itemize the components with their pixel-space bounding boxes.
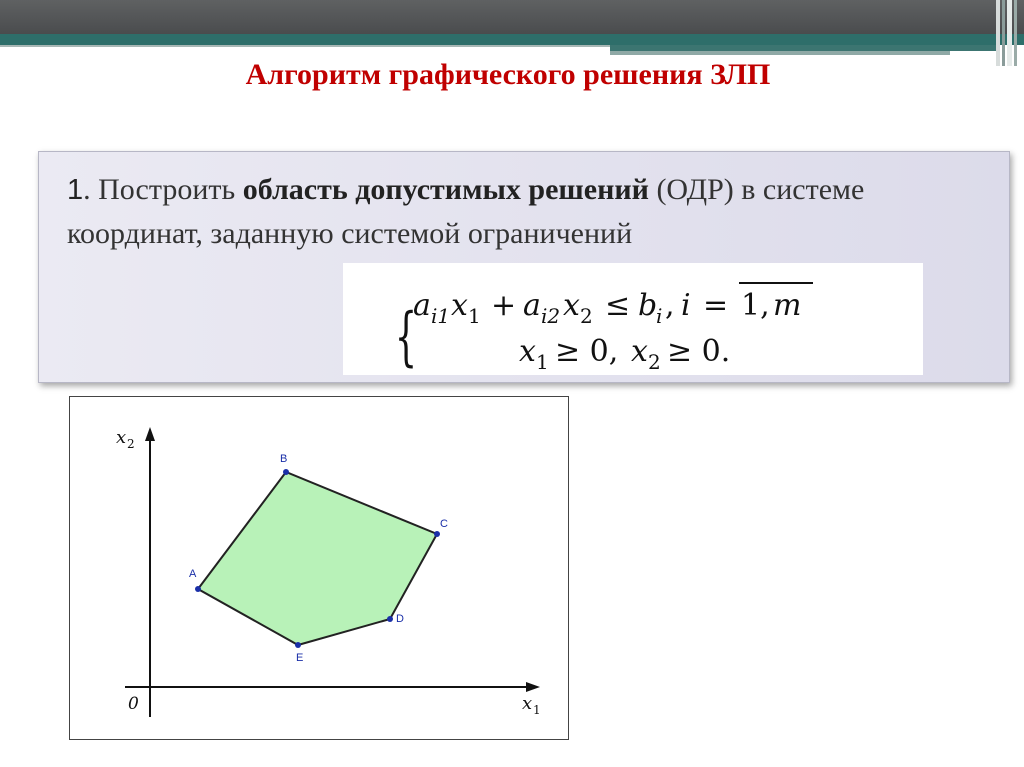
- vertex-label-b: B: [280, 453, 288, 465]
- svg-text:≥ 0.: ≥ 0.: [667, 334, 731, 369]
- x-axis-label: x: [522, 693, 533, 714]
- feasible-region-graph: [69, 396, 569, 740]
- svg-text:b: b: [638, 288, 658, 323]
- svg-text:2: 2: [580, 304, 593, 328]
- svg-text:≥ 0,: ≥ 0,: [555, 334, 619, 369]
- svg-text:a: a: [523, 288, 541, 323]
- x-axis-label-sub: 1: [533, 703, 541, 717]
- svg-text:1: 1: [536, 350, 549, 374]
- y-axis-label-sub: 2: [127, 437, 135, 451]
- x-axis-arrow-icon: [526, 682, 540, 692]
- header-accent-bar: [0, 34, 1024, 45]
- svg-text:,: ,: [665, 288, 675, 323]
- step-text-part1: . Построить: [83, 173, 243, 206]
- step-text: [67, 168, 987, 256]
- svg-text:+: +: [491, 288, 517, 323]
- svg-text:i1: i1: [431, 304, 451, 328]
- formula-brace: {: [394, 299, 418, 375]
- header-bar: [0, 0, 1024, 34]
- svg-text:m: m: [773, 288, 802, 323]
- svg-text:a: a: [413, 288, 431, 323]
- y-axis-arrow-icon: [145, 427, 155, 441]
- svg-text:x: x: [451, 288, 468, 323]
- vertex-d: [387, 616, 393, 622]
- vertex-label-c: C: [440, 518, 448, 530]
- svg-text:1: 1: [468, 304, 481, 328]
- header-strip-light: [610, 51, 950, 55]
- slide-title: Алгоритм графического решения ЗЛП: [245, 58, 771, 91]
- step-text-bold: область допустимых решений: [242, 173, 649, 206]
- svg-text:1,: 1,: [741, 288, 770, 323]
- vertex-c: [434, 531, 440, 537]
- header-thin-line: [0, 45, 610, 47]
- step-text-part2: (ОДР) в системе координат, заданную системой ограничений: [67, 173, 865, 250]
- formula-line-1: [413, 283, 813, 328]
- svg-text:≤: ≤: [605, 288, 631, 323]
- constraint-system-formula: [343, 263, 923, 375]
- header-vertical-bars: [994, 0, 1024, 66]
- vertex-b: [283, 469, 289, 475]
- svg-text:=: =: [703, 288, 729, 323]
- vertex-label-d: D: [396, 613, 404, 625]
- origin-label: 0: [128, 694, 139, 714]
- svg-text:i: i: [656, 304, 663, 328]
- vertex-label-a: A: [189, 568, 197, 580]
- svg-text:i: i: [681, 288, 691, 323]
- svg-text:x: x: [563, 288, 580, 323]
- formula-line-2: [519, 334, 730, 374]
- y-axis-label: x: [116, 427, 127, 448]
- vertex-a: [195, 586, 201, 592]
- svg-text:x: x: [631, 334, 648, 369]
- vertex-label-e: E: [296, 652, 304, 664]
- step-number: 1: [67, 174, 84, 206]
- svg-text:i2: i2: [541, 304, 561, 328]
- vertex-e: [295, 642, 301, 648]
- svg-text:x: x: [519, 334, 536, 369]
- svg-text:2: 2: [648, 350, 661, 374]
